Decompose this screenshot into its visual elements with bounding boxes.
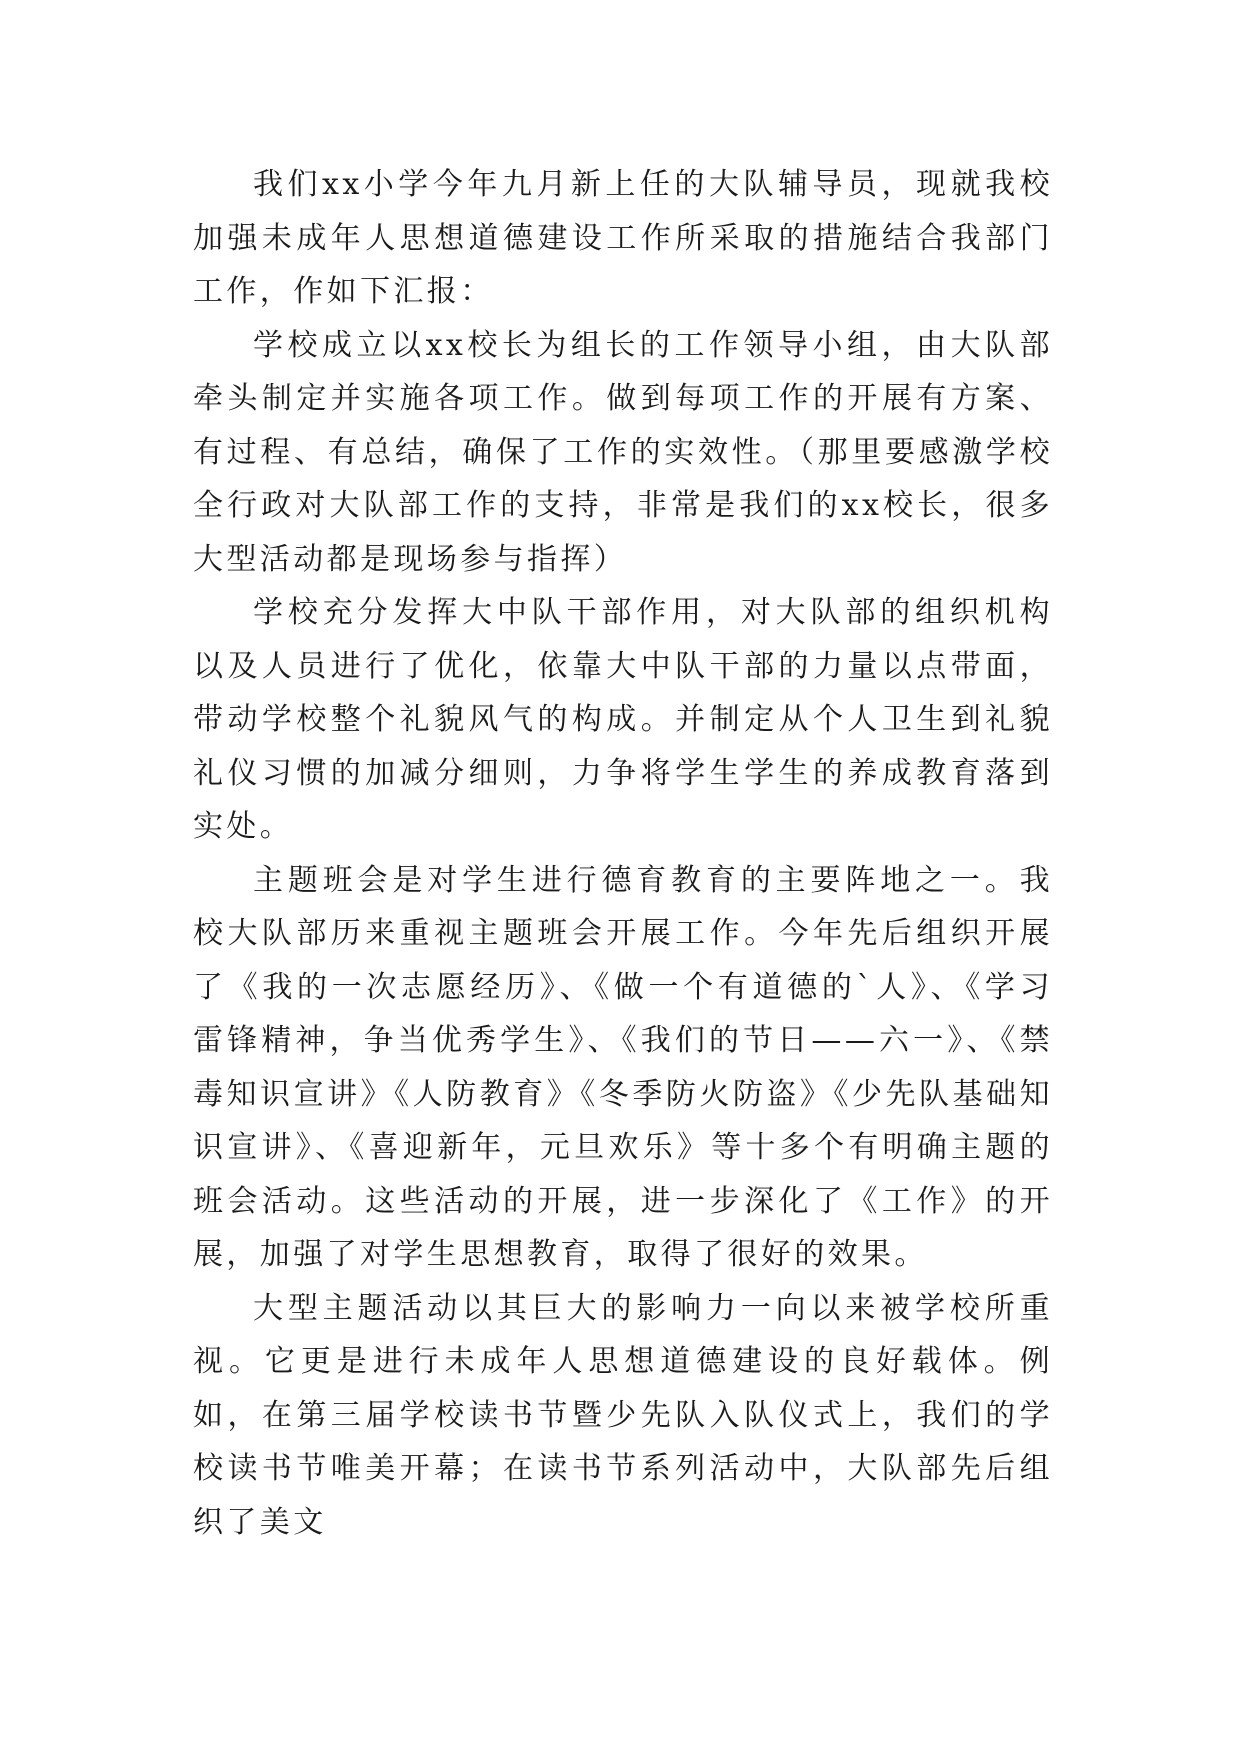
- paragraph-4: 主题班会是对学生进行德育教育的主要阵地之一。我校大队部历来重视主题班会开展工作。今年先后组织开展了《我的一次志愿经历》、《做一个有道德的`人》、《学习雷锋精神，争当优秀学生》、《我们的节日——六一》、《禁毒知识宣讲》《人防教育》《冬季防火防盗》《少先队基础知识宣讲》、《喜迎新年，元旦欢乐》等十多个有明确主题的班会活动。这些活动的开展，进一步深化了《工作》的开展，加强了对学生思想教育，取得了很好的效果。: [193, 862, 1053, 1272]
- document-body: [193, 158, 1053, 1549]
- paragraph-2: 学校成立以xx校长为组长的工作领导小组，由大队部牵头制定并实施各项工作。做到每项工作的开展有方案、有过程、有总结，确保了工作的实效性。（那里要感激学校全行政对大队部工作的支持，非常是我们的xx校长，很多大型活动都是现场参与指挥）: [193, 327, 1053, 577]
- paragraph-5: 大型主题活动以其巨大的影响力一向以来被学校所重视。它更是进行未成年人思想道德建设的良好载体。例如，在第三届学校读书节暨少先队入队仪式上，我们的学校读书节唯美开幕；在读书节系列活动中，大队部先后组织了美文: [193, 1290, 1053, 1540]
- paragraph-3: 学校充分发挥大中队干部作用，对大队部的组织机构以及人员进行了优化，依靠大中队干部的力量以点带面，带动学校整个礼貌风气的构成。并制定从个人卫生到礼貌礼仪习惯的加减分细则，力争将学生学生的养成教育落到实处。: [193, 595, 1053, 844]
- paragraph-1: 我们xx小学今年九月新上任的大队辅导员，现就我校加强未成年人思想道德建设工作所采取的措施结合我部门工作，作如下汇报：: [193, 167, 1053, 309]
